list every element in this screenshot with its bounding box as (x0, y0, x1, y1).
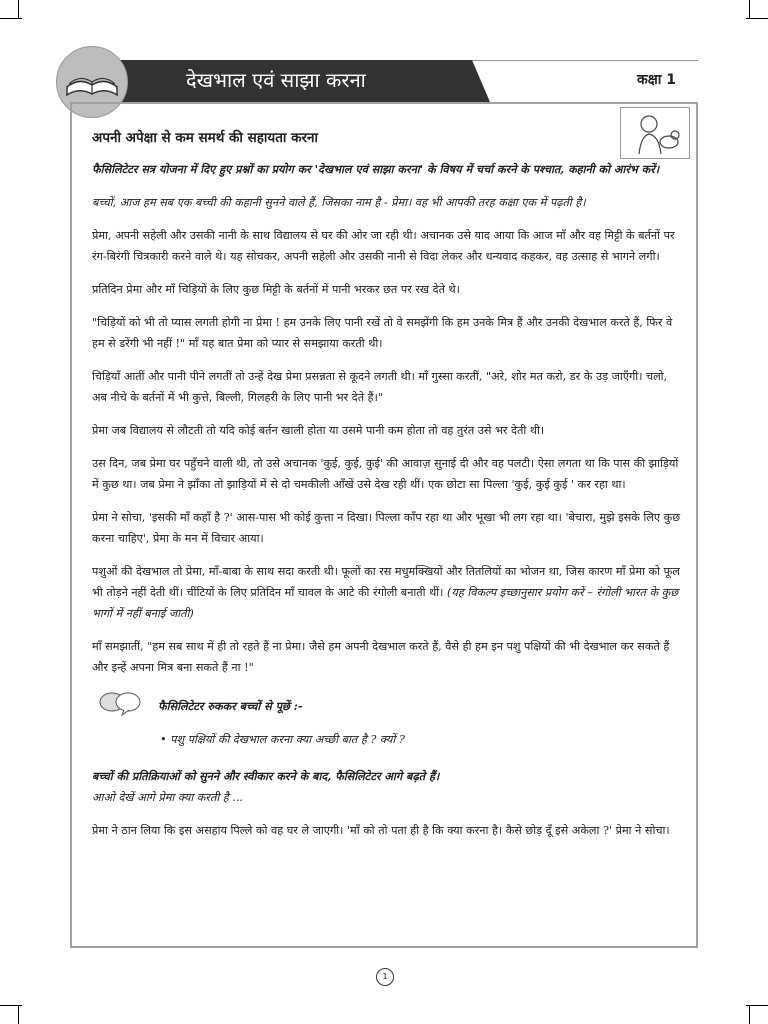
crop-mark-bottom-left-h (0, 1005, 22, 1024)
page-title: देखभाल एवं साझा करना (186, 68, 366, 92)
bullet-question: • पशु पक्षियों की देखभाल करना क्या अच्छी बात है ? क्यों ? (160, 733, 405, 746)
after-responses: बच्चों की प्रतिक्रियाओं को सुनने और स्वीकार करने के बाद, फैसिलिटेटर आगे बढ़ते हैं। (92, 769, 440, 783)
ask-row (98, 690, 684, 723)
speech-bubbles-icon (98, 690, 142, 723)
crop-mark-bottom-right-h (746, 1005, 768, 1024)
story-paragraph: प्रतिदिन प्रेमा और माँ चिड़ियों के लिए कुछ मिट्टी के बर्तनों में पानी भरकर छत पर रख देते थे। (92, 283, 460, 296)
story-paragraph: प्रेमा, अपनी सहेली और उसकी नानी के साथ विद्यालय से घर की ओर जा रही थी। अचानक उसे याद आया कि आज माँ और वह मिट्टी के बर्तनों पर रंग-बिरंगी चित्रकारी करने वाले थे। यह सोचकर, अपनी सहेली और उसकी नानी से विदा लेकर और धन्यवाद कहकर, वह उत्साह से भागने लगी। (92, 229, 675, 263)
crop-mark-top-left-h (0, 0, 22, 19)
story-text: पशुओं की देखभाल तो प्रेमा, माँ-बाबा के साथ सदा करती थी। फूलों का रस मधुमक्खियों और तितलियों का भोजन था, जिस कारण माँ प्रेमा को फूल भी तोड़ने नहीं देती थीं। चींटियों के लिए प्रतिदिन माँ चावल के आटे की रंगोली बनाती थीं। (92, 565, 680, 599)
final-paragraph: प्रेमा ने ठान लिया कि इस असहाय पिल्ले को वह घर ले जाएगी। 'माँ को तो पता ही है कि क्या करना है। कैसे छोड़ दूँ इसे अकेला ?' प्रेमा ने सोचा। (92, 824, 670, 837)
class-label: कक्षा 1 (636, 72, 676, 88)
story-intro: बच्चों, आज हम सब एक बच्ची की कहानी सुनने वाले हैं, जिसका नाम है - प्रेमा। वह भी आपकी तरह कक्षा एक में पढ़ती है। (92, 196, 586, 209)
story-paragraph: उस दिन, जब प्रेमा घर पहुँचने वाली थी, तो उसे अचानक 'कुई, कुई, कुई' की आवाज़ सुनाई दी और वह पलटी। ऐसा लगता था कि पास की झाड़ियों में कुछ था। जब प्रेमा ने झाँका तो झाड़ियों में से दो चमकीली आँखें उसे देख रही थीं। एक छोटा सा पिल्ला 'कुई, कुई कुई ' कर रहा था। (92, 457, 679, 491)
bullet-question-text: पशु पक्षियों की देखभाल करना क्या अच्छी बात है ? क्यों ? (170, 733, 405, 746)
ask-prompt: फैसिलिटेटर रुककर बच्चों से पूछें :- (158, 699, 303, 713)
page-number: 1 (376, 968, 394, 986)
lets-see: आओ देखें आगे प्रेमा क्या करती है ... (92, 791, 243, 804)
story-paragraph: "चिड़ियों को भी तो प्यास लगती होगी ना प्रेमा ! हम उनके लिए पानी रखें तो वे समझेंगी कि हम उनके मित्र हैं और उनकी देखभाल करते हैं, फिर वे हम से डरेंगी भी नहीं !" माँ यह बात प्रेमा को प्यार से समझाया करती थी। (92, 316, 673, 350)
story-paragraph: प्रेमा जब विद्यालय से लौटती तो यदि कोई बर्तन खाली होता या उसमे पानी कम होता तो वह तुरंत उसे भर देती थी। (92, 424, 545, 437)
story-paragraph: चिड़ियाँ आतीं और पानी पीने लगतीं तो उन्हें देख प्रेमा प्रसन्नता से कूदने लगती थी। माँ गुस्सा करतीं, "अरे, शोर मत करो, डर के उड़ जाएँगी। चलो, अब नीचे के बर्तनों में भी कुत्ते, बिल्ली, गिलहरी के लिए पानी भर देते हैं।" (92, 370, 668, 404)
story-content (92, 128, 684, 853)
facilitator-instruction: फैसिलिटेटर सत्र योजना में दिए हुए प्रश्नों का प्रयोग कर 'देखभाल एवं साझा करना' के विषय में चर्चा करने के पश्चात, कहानी को आरंभ करें। (92, 162, 660, 176)
crop-mark-top-right-h (746, 0, 768, 19)
story-paragraph: प्रेमा ने सोचा, 'इसकी माँ कहाँ है ?' आस-पास भी कोई कुत्ता न दिखा। पिल्ला काँप रहा था और भूखा भी लग रहा था। 'बेचारा, मुझे इसके लिए कुछ करना चाहिए', प्रेमा के मन में विचार आया। (92, 511, 681, 545)
optional-note: (यह विकल्प इच्छानुसार प्रयोग करें – रंगोली भारत के कुछ भागों में नहीं बनाई जाती) (92, 586, 679, 620)
section-heading: अपनी अपेक्षा से कम समर्थ की सहायता करना (92, 130, 318, 146)
story-paragraph: माँ समझातीं, "हम सब साथ में ही तो रहते हैं ना प्रेमा। जैसे हम अपनी देखभाल करते हैं, वैसे ही हम इन पशु पक्षियों की भी देखभाल कर सकते हैं और इन्हें अपना मित्र बना सकते हैं ना !" (92, 640, 670, 674)
story-paragraph (92, 561, 684, 624)
